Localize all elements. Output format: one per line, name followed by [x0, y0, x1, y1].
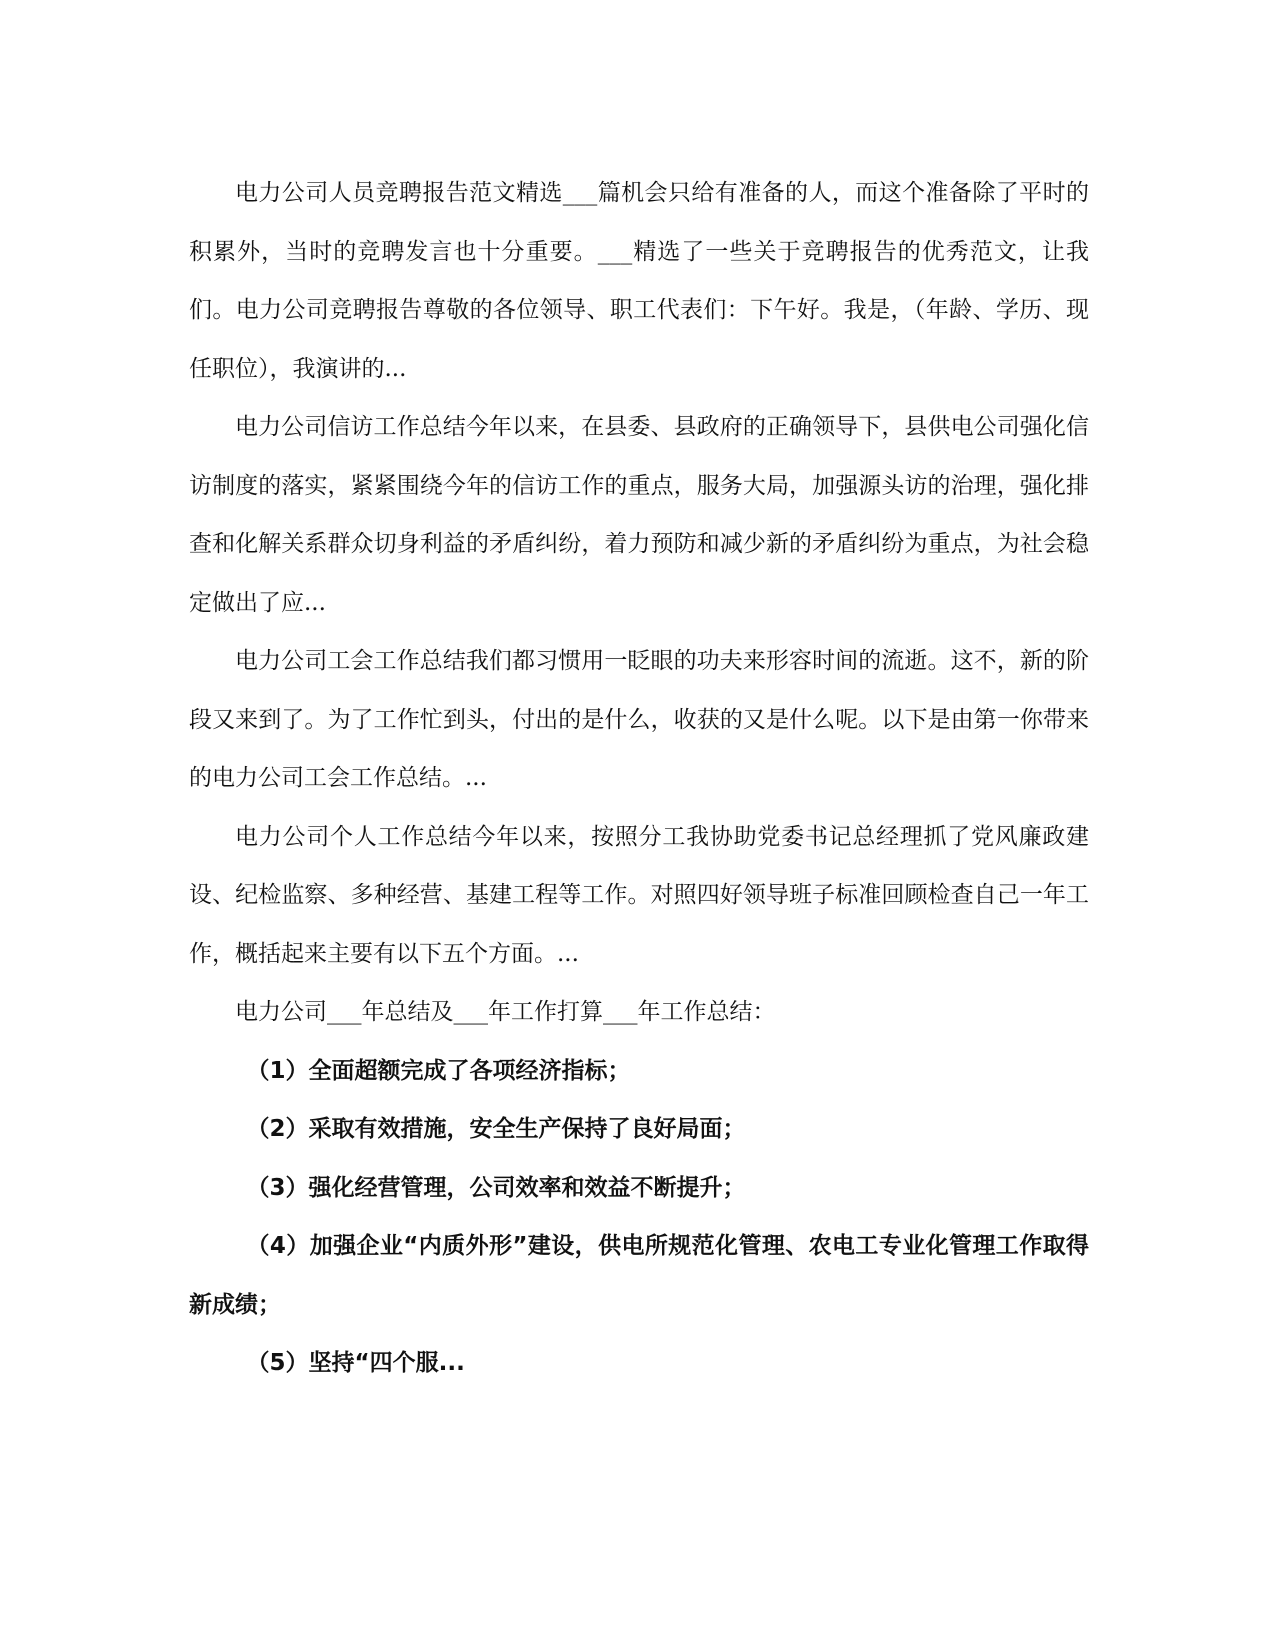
document-body	[189, 164, 1089, 1393]
paragraph-personal-summary: 电力公司个人工作总结今年以来，按照分工我协助党委书记总经理抓了党风廉政建设、纪检监察、多种经营、基建工程等工作。对照四好领导班子标准回顾检查自己一年工作，概括起来主要有以下五个方面。...	[189, 823, 1089, 967]
paragraph-union-summary: 电力公司工会工作总结我们都习惯用一眨眼的功夫来形容时间的流逝。这不，新的阶段又来到了。为了工作忙到头，付出的是什么，收获的又是什么呢。以下是由第一你带来的电力公司工会工作总结。...	[189, 648, 1089, 791]
paragraph-annual-summary-intro: 电力公司___年总结及___年工作打算___年工作总结：	[235, 999, 776, 1025]
list-item: （3）强化经营管理，公司效率和效益不断提升；	[246, 1174, 746, 1201]
paragraph-competition-report: 电力公司人员竞聘报告范文精选___篇机会只给有准备的人，而这个准备除了平时的积累外，当时的竞聘发言也十分重要。___精选了一些关于竞聘报告的优秀范文，让我们。电力公司竞聘报告尊敬的各位领导、职工代表们：下午好。我是，（年龄、学历、现任职位），我演讲的...	[189, 180, 1089, 382]
list-item: （2）采取有效措施，安全生产保持了良好局面；	[246, 1116, 746, 1142]
list-item: （4）加强企业“内质外形”建设，供电所规范化管理、农电工专业化管理工作取得新成绩；	[189, 1233, 1089, 1318]
list-item: （1）全面超额完成了各项经济指标；	[246, 1057, 631, 1084]
list-item: （5）坚持“四个服...	[246, 1350, 465, 1376]
paragraph-petition-summary: 电力公司信访工作总结今年以来，在县委、县政府的正确领导下，县供电公司强化信访制度的落实，紧紧围绕今年的信访工作的重点，服务大局，加强源头访的治理，强化排查和化解关系群众切身利益的矛盾纠纷，着力预防和减少新的矛盾纠纷为重点，为社会稳定做出了应...	[189, 414, 1089, 616]
